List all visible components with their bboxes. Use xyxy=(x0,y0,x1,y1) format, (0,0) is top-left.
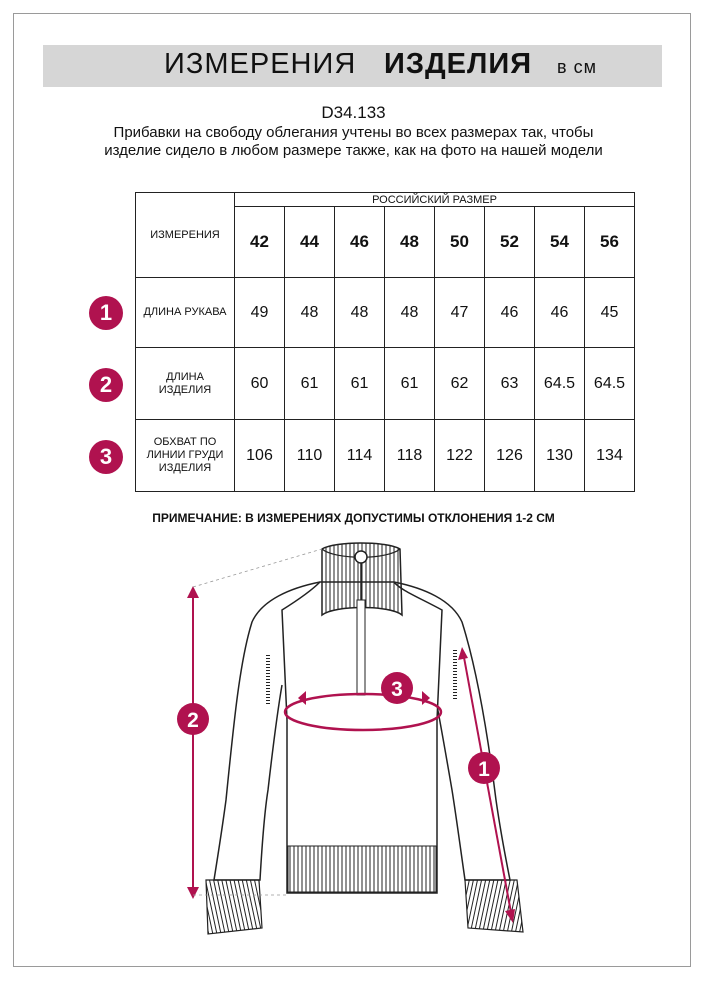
row-label-text: ОБХВАТ ПО ЛИНИИ ГРУДИ ИЗДЕЛИЯ xyxy=(146,436,224,474)
size-header: 54 xyxy=(535,207,585,278)
row-number-badge: 2 xyxy=(89,368,123,402)
table-cell: 61 xyxy=(335,348,385,420)
size-header: 42 xyxy=(235,207,285,278)
table-cell: 48 xyxy=(285,278,335,348)
size-header: 50 xyxy=(435,207,485,278)
right-cuff xyxy=(465,880,523,932)
table-cell: 61 xyxy=(385,348,435,420)
left-cuff xyxy=(206,880,262,934)
length-arrow-bottom-icon xyxy=(187,887,199,899)
header-unit: в см xyxy=(557,57,597,77)
table-cell: 48 xyxy=(385,278,435,348)
size-header: 44 xyxy=(285,207,335,278)
marker-1-label: 1 xyxy=(478,758,490,781)
table-cell: 134 xyxy=(585,420,635,492)
row-number-badge: 3 xyxy=(89,440,123,474)
table-cell: 110 xyxy=(285,420,335,492)
row-number-badge: 1 xyxy=(89,296,123,330)
table-cell: 46 xyxy=(485,278,535,348)
table-cell: 45 xyxy=(585,278,635,348)
zipper-box xyxy=(357,600,365,695)
marker-2-label: 2 xyxy=(187,709,199,732)
row-label: ДЛИНА РУКАВА xyxy=(136,278,235,348)
table-cell: 46 xyxy=(535,278,585,348)
fit-note: Прибавки на свободу облегания учтены во всех размерах так, чтобы изделие сидело в любом размере также, как на фото на нашей модели xyxy=(104,124,603,159)
guide-line xyxy=(193,549,322,587)
table-cell: 61 xyxy=(285,348,335,420)
table-cell: 130 xyxy=(535,420,585,492)
table-cell: 60 xyxy=(235,348,285,420)
table-cell: 63 xyxy=(485,348,535,420)
row-label-text: ДЛИНА ИЗДЕЛИЯ xyxy=(158,370,212,396)
size-header: 46 xyxy=(335,207,385,278)
table-cell: 64.5 xyxy=(535,348,585,420)
table-cell: 122 xyxy=(435,420,485,492)
table-cell: 106 xyxy=(235,420,285,492)
table-cell: 118 xyxy=(385,420,435,492)
marker-3 xyxy=(381,672,413,704)
marker-2 xyxy=(177,703,209,735)
size-header: 56 xyxy=(585,207,635,278)
table-cell: 114 xyxy=(335,420,385,492)
table-cell: 64.5 xyxy=(585,348,635,420)
russian-size-header: РОССИЙСКИЙ РАЗМЕР xyxy=(235,193,635,207)
table-cell: 48 xyxy=(335,278,385,348)
waistband-rib xyxy=(288,846,436,892)
zipper-pull-icon xyxy=(355,551,367,563)
table-cell: 47 xyxy=(435,278,485,348)
product-code: D34.133 xyxy=(321,103,386,122)
header-title-light: ИЗМЕРЕНИЯ xyxy=(164,48,357,80)
tolerance-remark: ПРИМЕЧАНИЕ: В ИЗМЕРЕНИЯХ ДОПУСТИМЫ ОТКЛОНЕНИЯ 1-2 СМ xyxy=(152,511,555,525)
marker-3-label: 3 xyxy=(391,678,403,701)
header-title-bold: ИЗДЕЛИЯ xyxy=(384,48,533,80)
table-cell: 126 xyxy=(485,420,535,492)
length-arrow-top-icon xyxy=(187,586,199,598)
measure-header: ИЗМЕРЕНИЯ xyxy=(136,193,235,278)
size-header: 48 xyxy=(385,207,435,278)
marker-1 xyxy=(468,752,500,784)
table-cell: 62 xyxy=(435,348,485,420)
size-header: 52 xyxy=(485,207,535,278)
table-cell: 49 xyxy=(235,278,285,348)
